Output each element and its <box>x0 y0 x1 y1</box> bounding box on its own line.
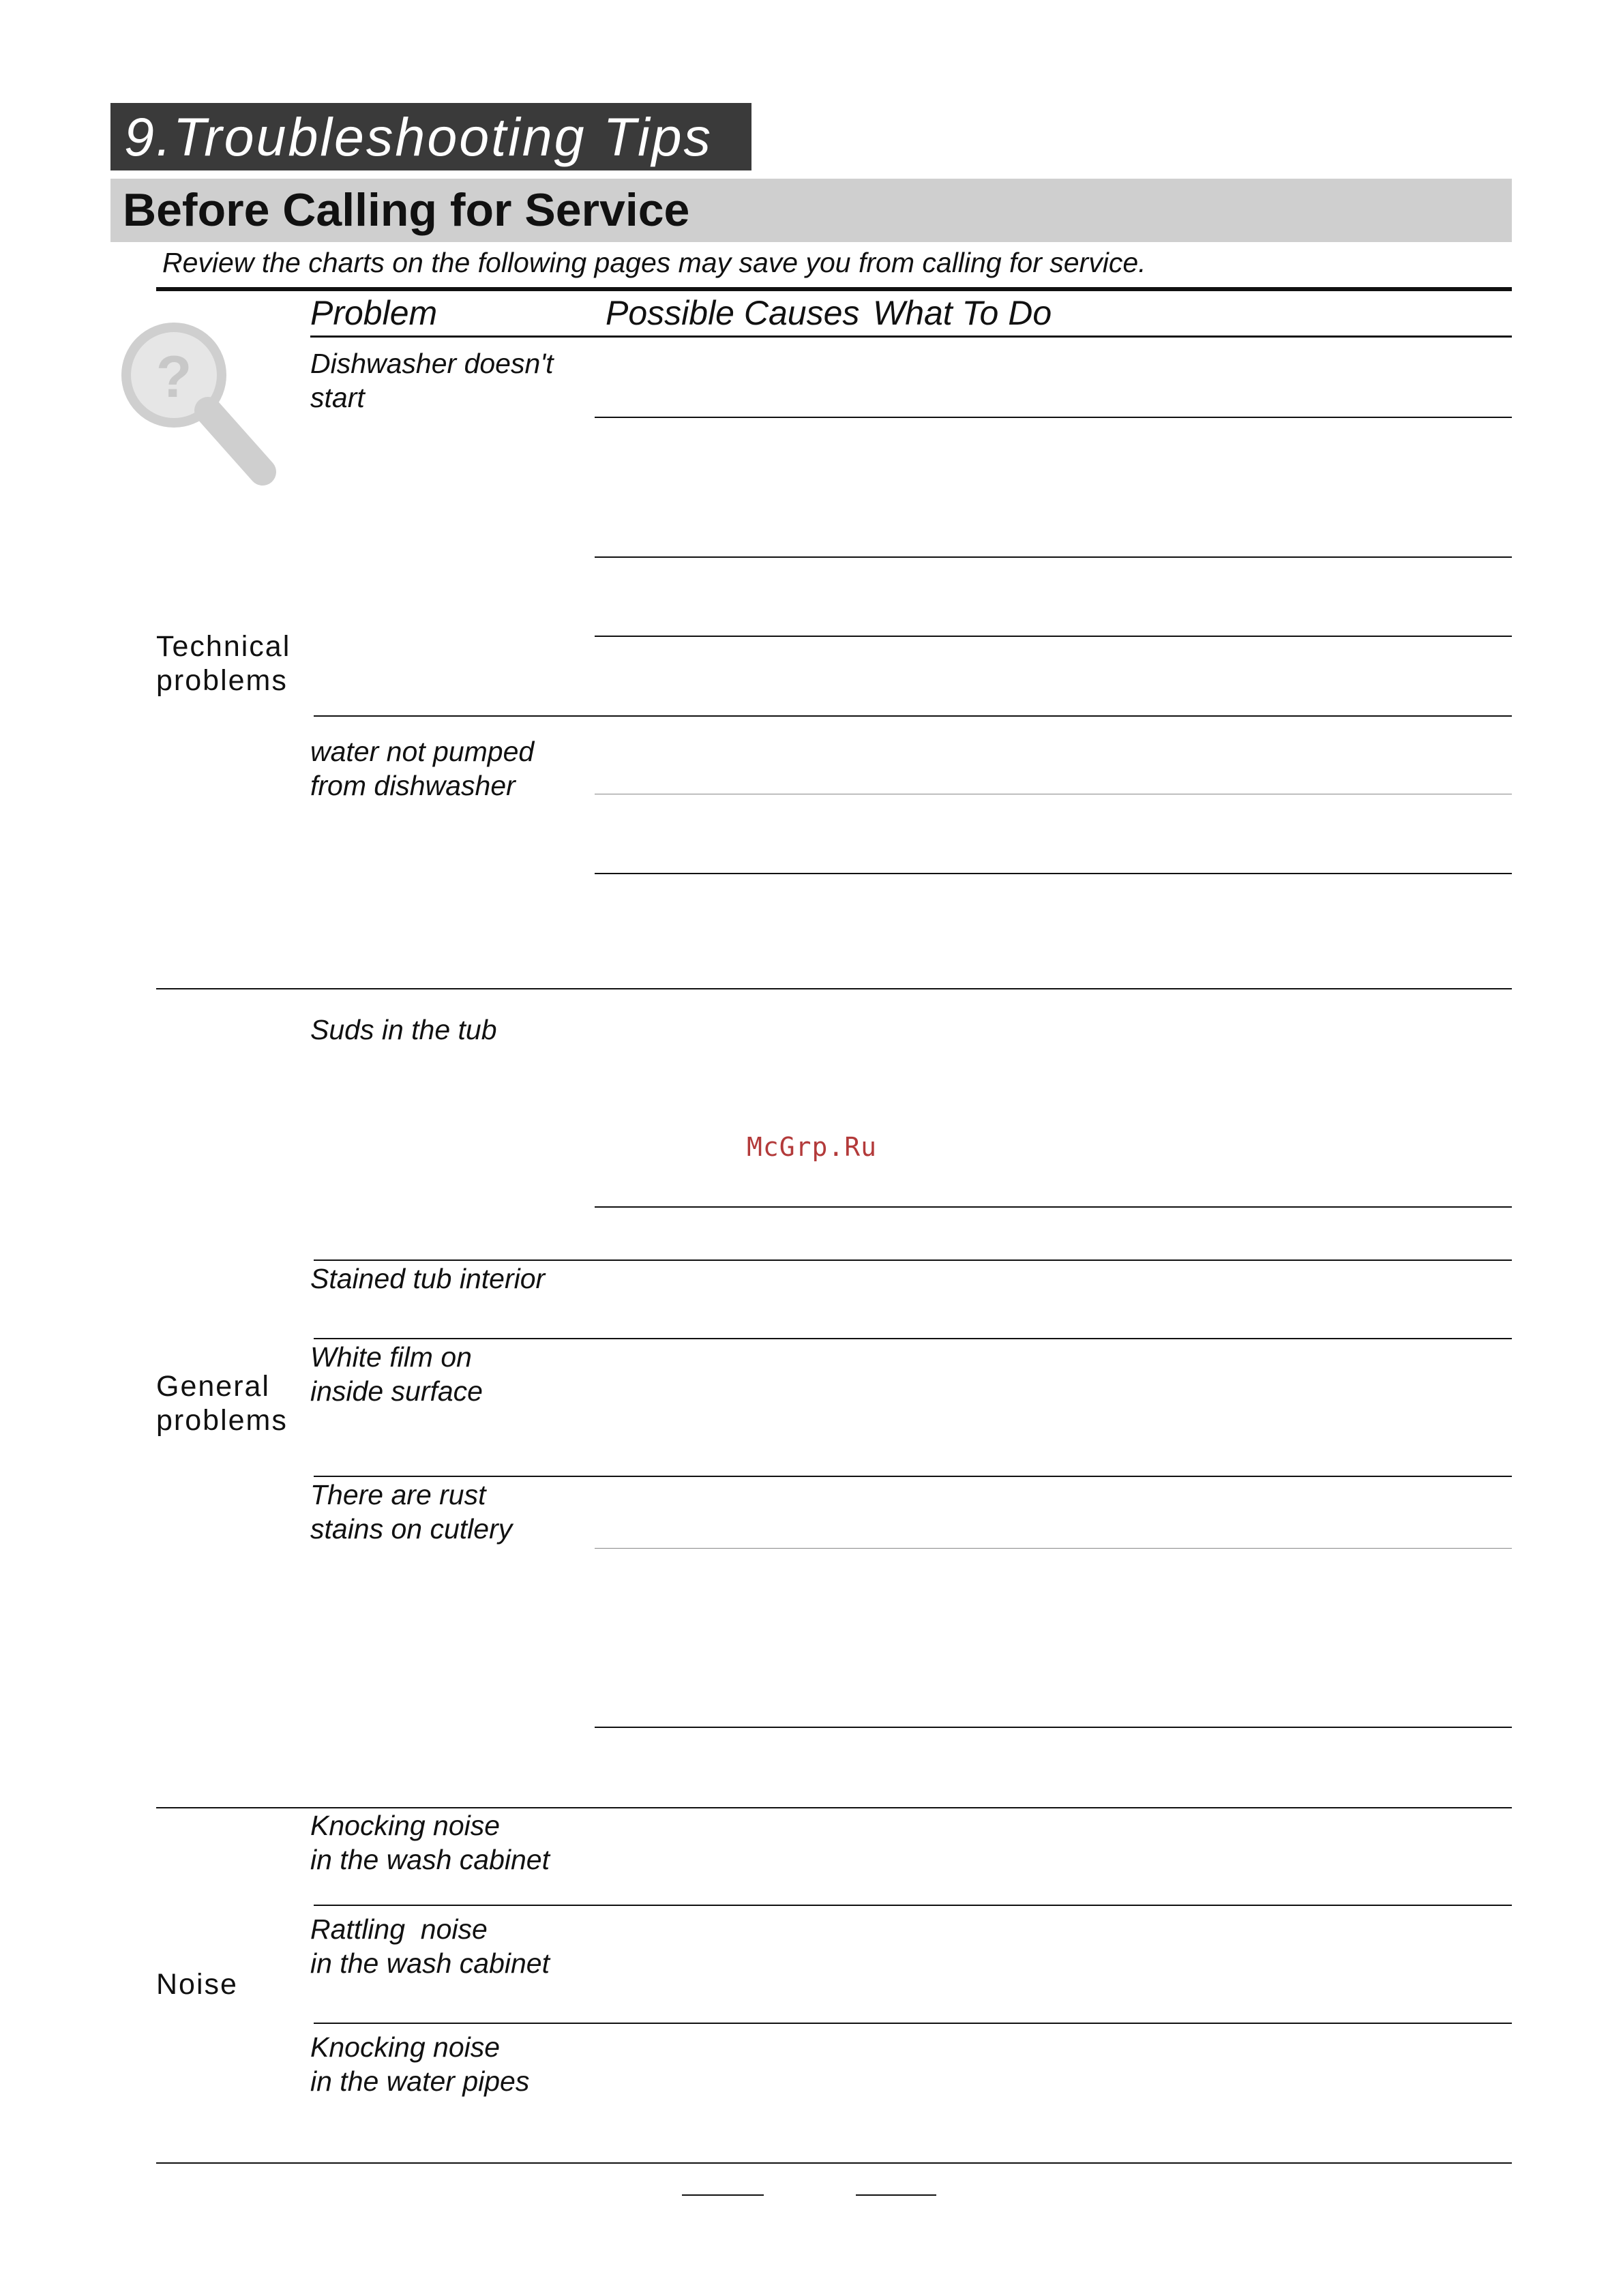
problem-suds-in-tub: Suds in the tub <box>310 1014 497 1045</box>
problem-white-film: White film on inside surface <box>310 1341 483 1407</box>
watermark: McGrp.Ru <box>747 1132 878 1162</box>
problem-rust-stains: There are rust stains on cutlery <box>310 1479 513 1545</box>
magnifier-question-icon <box>119 320 283 491</box>
row-rule <box>314 2023 1512 2024</box>
row-rule <box>314 715 1512 717</box>
row-rule <box>595 1727 1512 1728</box>
row-rule <box>595 417 1512 418</box>
problem-water-not-pumped: water not pumped from dishwasher <box>310 736 535 801</box>
problem-dishwasher-doesnt-start: Dishwasher doesn't start <box>310 348 554 413</box>
section-rule <box>156 2162 1512 2164</box>
header-rule <box>310 336 1512 338</box>
svg-text:?: ? <box>155 344 192 410</box>
row-rule <box>314 1476 1512 1477</box>
column-header-possible-causes: Possible Causes <box>606 294 860 332</box>
row-rule <box>595 636 1512 637</box>
column-header-problem: Problem <box>310 294 438 332</box>
row-rule <box>314 1338 1512 1339</box>
category-general: General problems <box>156 1370 288 1437</box>
footer-rule <box>856 2194 936 2196</box>
problem-knocking-water-pipes: Knocking noise in the water pipes <box>310 2031 530 2097</box>
section-rule <box>156 988 1512 989</box>
row-rule <box>314 1259 1512 1261</box>
category-noise: Noise <box>156 1968 238 2001</box>
intro-rule <box>156 287 1512 291</box>
section-title: 9.Troubleshooting Tips <box>124 106 713 167</box>
intro-text: Review the charts on the following pages may save you from calling for service. <box>162 247 1146 278</box>
problem-rattling-wash-cabinet: Rattling noise in the wash cabinet <box>310 1913 550 1979</box>
category-technical: Technical problems <box>156 630 291 697</box>
problem-knocking-wash-cabinet: Knocking noise in the wash cabinet <box>310 1810 550 1875</box>
problem-stained-tub-interior: Stained tub interior <box>310 1263 546 1294</box>
section-rule <box>156 1807 1512 1808</box>
row-rule <box>595 1206 1512 1208</box>
row-rule <box>595 556 1512 558</box>
footer-rule <box>682 2194 764 2196</box>
row-rule <box>314 1905 1512 1906</box>
subtitle: Before Calling for Service <box>123 184 690 236</box>
row-rule <box>595 1548 1512 1549</box>
row-rule <box>595 873 1512 874</box>
column-header-what-to-do: What To Do <box>873 294 1052 332</box>
